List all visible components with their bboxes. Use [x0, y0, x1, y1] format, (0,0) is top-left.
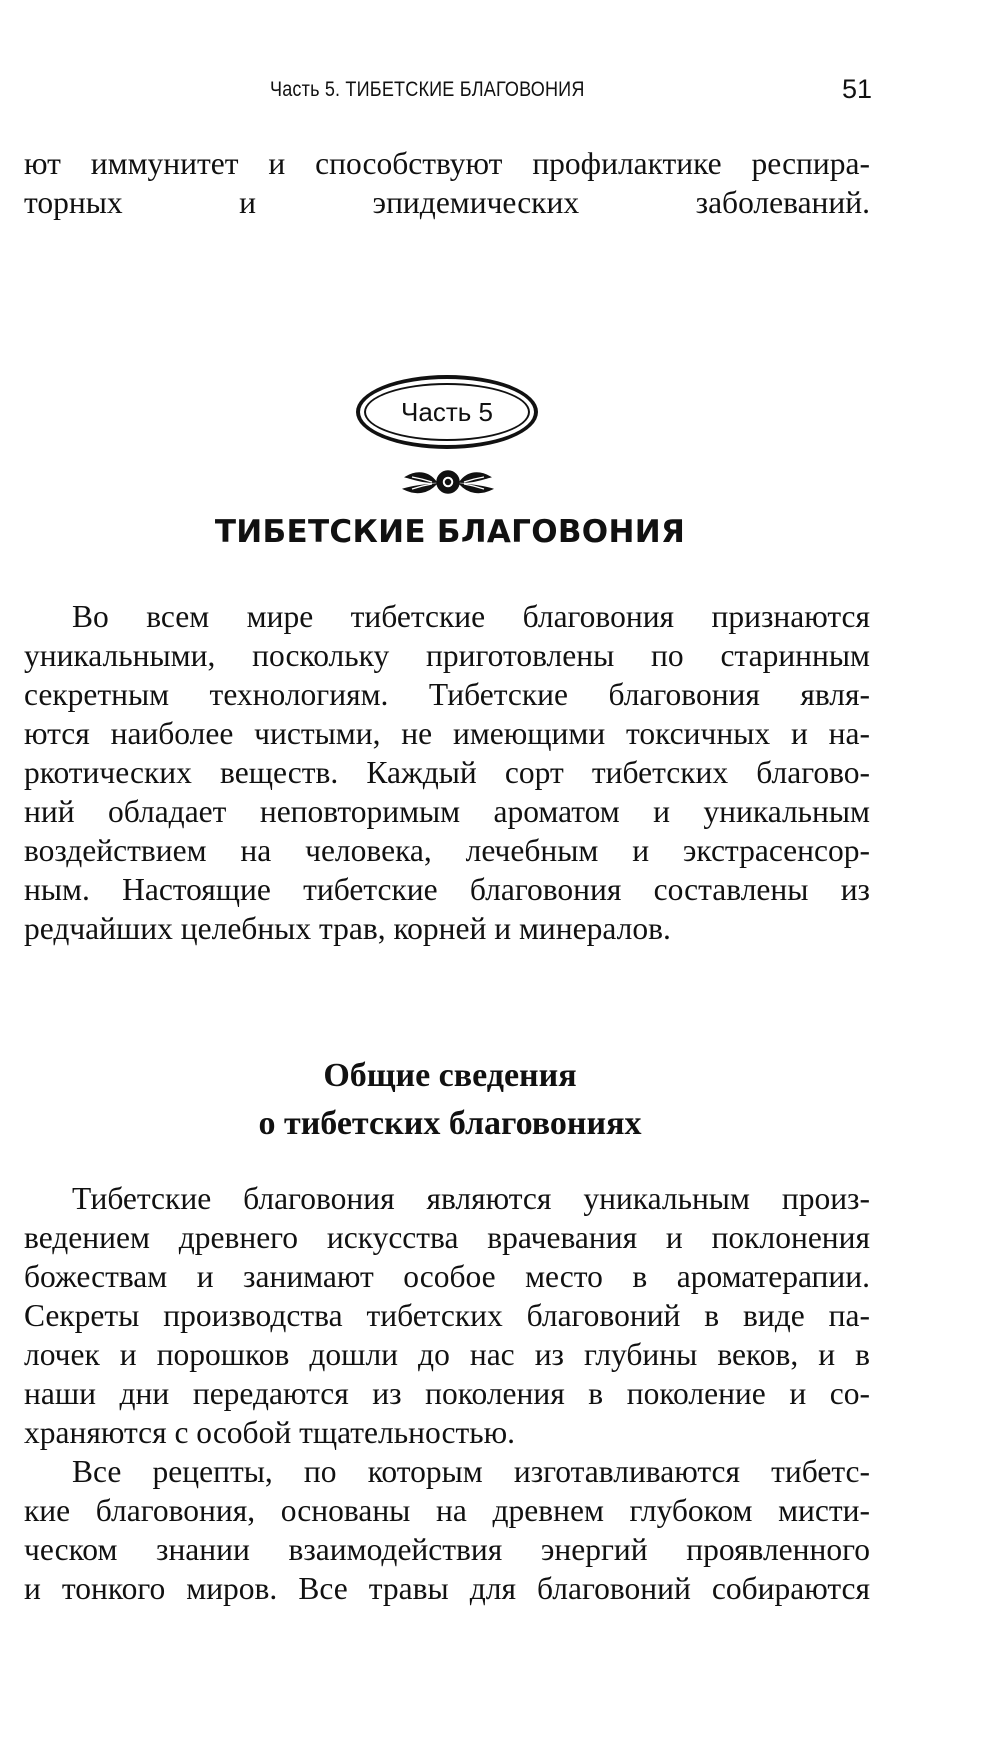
section-title-line: о тибетских благовониях: [258, 1105, 642, 1142]
chapter-title: ТИБЕТСКИЕ БЛАГОВОНИЯ: [214, 514, 686, 550]
text-line: ведением древнего искусства врачевания и поклонения: [24, 1220, 870, 1255]
part-label: Часть 5: [401, 397, 493, 427]
text-line: секретным технологиям. Тибетские благовония явля-: [24, 677, 870, 712]
running-header: [0, 70, 1000, 110]
text-line: ний обладает неповторимым ароматом и уникальным: [24, 794, 870, 829]
chapter-intro-paragraph: [24, 597, 870, 948]
running-title: Часть 5. ТИБЕТСКИЕ БЛАГОВОНИЯ: [270, 78, 585, 101]
page-number: 51: [842, 74, 873, 104]
section-title: [0, 1052, 900, 1148]
part-badge: [356, 375, 538, 449]
text-line: Все рецепты, по которым изготавливаются тибетс-: [72, 1454, 870, 1489]
text-line: божествам и занимают особое место в ароматерапии.: [24, 1259, 870, 1294]
continued-paragraph: [24, 144, 870, 222]
text-line: уникальными, поскольку приготовлены по старинным: [24, 638, 870, 673]
text-line: Тибетские благовония являются уникальным произ-: [72, 1181, 870, 1216]
text-line: ют иммунитет и способствуют профилактике респира-: [24, 146, 870, 181]
text-line: ческом знании взаимодействия энергий проявленного: [24, 1532, 870, 1567]
section-title-line: Общие сведения: [323, 1057, 577, 1094]
text-line: редчайших целебных трав, корней и минералов.: [24, 911, 671, 946]
text-line: Секреты производства тибетских благовоний в виде па-: [24, 1298, 870, 1333]
rose-ornament-icon: [398, 465, 498, 499]
text-line: кие благовония, основаны на древнем глубоком мисти-: [24, 1493, 870, 1528]
text-line: ным. Настоящие тибетские благовония составлены из: [24, 872, 870, 907]
text-line: ркотических веществ. Каждый сорт тибетских благово-: [24, 755, 870, 790]
text-line: Во всем мире тибетские благовония признаются: [72, 599, 870, 634]
section-body: [24, 1179, 870, 1608]
text-line: и тонкого миров. Все травы для благовоний собираются: [24, 1571, 870, 1606]
text-line: торных и эпидемических заболеваний.: [24, 185, 870, 220]
text-line: храняются с особой тщательностью.: [24, 1415, 516, 1450]
text-line: воздействием на человека, лечебным и экстрасенсор-: [24, 833, 870, 868]
text-line: лочек и порошков дошли до нас из глубины веков, и в: [24, 1337, 870, 1372]
text-line: ются наиболее чистыми, не имеющими токсичных и на-: [24, 716, 870, 751]
text-line: наши дни передаются из поколения в поколение и со-: [24, 1376, 870, 1411]
